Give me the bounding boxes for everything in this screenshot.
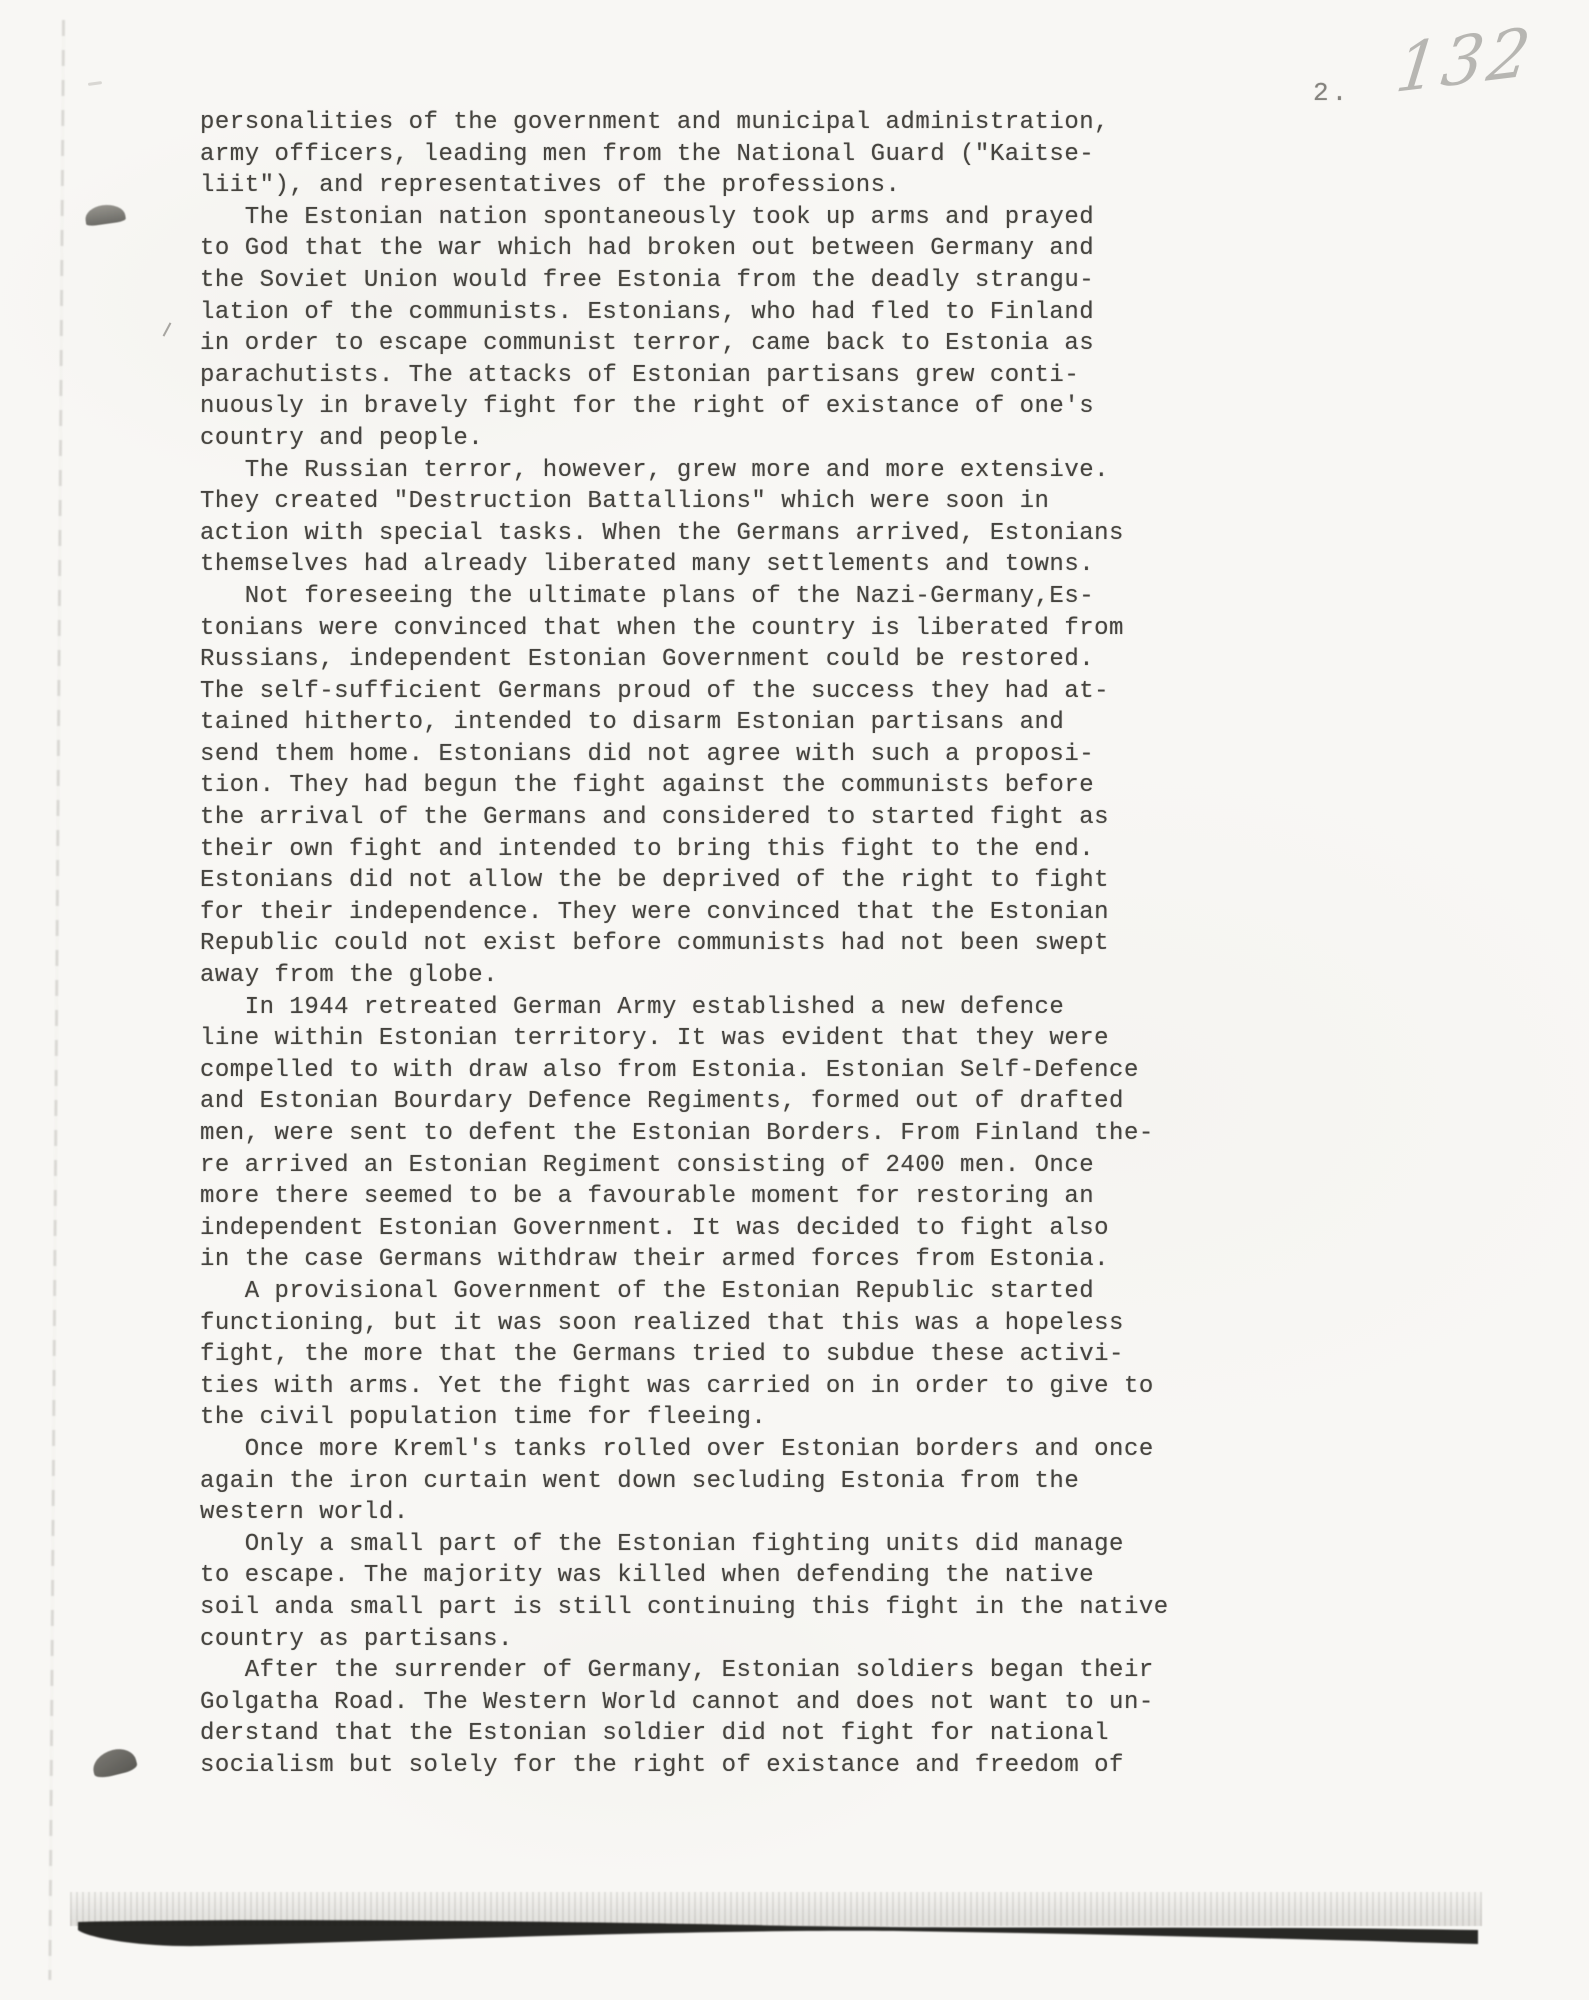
text-line: action with special tasks. When the Germans arrived, Estonians [200, 519, 1124, 547]
text-line: lation of the communists. Estonians, who had fled to Finland [200, 298, 1095, 326]
handwritten-folio-number: 132 [1391, 12, 1539, 109]
text-line: the civil population time for fleeing. [200, 1404, 767, 1432]
text-line: line within Estonian territory. It was evident that they were [200, 1025, 1110, 1053]
text-line: soil anda small part is still continuing this fight in the native [200, 1593, 1169, 1621]
text-line: country as partisans. [200, 1625, 513, 1653]
text-line: their own fight and intended to bring this fight to the end. [200, 835, 1095, 863]
text-line: parachutists. The attacks of Estonian partisans grew conti- [200, 361, 1080, 389]
text-line: derstand that the Estonian soldier did not fight for national [200, 1720, 1110, 1748]
stray-mark [163, 322, 172, 336]
text-line: in order to escape communist terror, came back to Estonia as [200, 330, 1095, 358]
text-line: re arrived an Estonian Regiment consisting of 2400 men. Once [200, 1151, 1095, 1179]
text-line: Estonians did not allow the be deprived of the right to fight [200, 867, 1110, 895]
text-line: They created "Destruction Battallions" which were soon in [200, 488, 1050, 516]
text-line: liit"), and representatives of the professions. [200, 172, 901, 200]
scan-streaks [70, 1892, 1482, 1926]
text-line: to escape. The majority was killed when defending the native [200, 1562, 1095, 1590]
text-line: Only a small part of the Estonian fighting units did manage [200, 1530, 1124, 1558]
text-line: more there seemed to be a favourable moment for restoring an [200, 1183, 1095, 1211]
text-line: tonians were convinced that when the country is liberated from [200, 614, 1124, 642]
text-line: themselves had already liberated many settlements and towns. [200, 551, 1095, 579]
text-line: western world. [200, 1499, 409, 1527]
text-line: Russians, independent Estonian Government could be restored. [200, 646, 1095, 674]
text-line: socialism but solely for the right of existance and freedom of [200, 1751, 1124, 1779]
text-line: Not foreseeing the ultimate plans of the Nazi-Germany,Es- [200, 582, 1095, 610]
text-line: The Estonian nation spontaneously took up arms and prayed [200, 203, 1095, 231]
text-line: After the surrender of Germany, Estonian soldiers began their [200, 1657, 1154, 1685]
text-line: functioning, but it was soon realized that this was a hopeless [200, 1309, 1124, 1337]
text-line: ties with arms. Yet the fight was carried on in order to give to [200, 1372, 1154, 1400]
text-line: send them home. Estonians did not agree with such a proposi- [200, 740, 1095, 768]
stray-mark [88, 81, 102, 86]
text-line: men, were sent to defent the Estonian Borders. From Finland the- [200, 1120, 1154, 1147]
text-line: to God that the war which had broken out between Germany and [200, 235, 1095, 263]
text-line: Golgatha Road. The Western World cannot and does not want to un- [200, 1688, 1154, 1716]
text-line: tion. They had begun the fight against the communists before [200, 772, 1095, 800]
text-line: for their independence. They were convinced that the Estonian [200, 898, 1110, 926]
text-line: the Soviet Union would free Estonia from the deadly strangu- [200, 266, 1095, 294]
text-line: The Russian terror, however, grew more and more extensive. [200, 456, 1110, 484]
text-line: away from the globe. [200, 962, 499, 990]
text-line: Once more Kreml's tanks rolled over Estonian borders and once [200, 1435, 1154, 1463]
page-number: 2. [1313, 78, 1351, 108]
text-line: and Estonian Bourdary Defence Regiments, formed out of drafted [200, 1088, 1124, 1116]
text-line: The self-sufficient Germans proud of the success they had at- [200, 677, 1110, 705]
text-line: independent Estonian Government. It was decided to fight also [200, 1214, 1110, 1242]
text-line: In 1944 retreated German Army established a new defence [200, 993, 1065, 1021]
text-line: nuously in bravely fight for the right of existance of one's [200, 393, 1095, 421]
text-line: the arrival of the Germans and considered to started fight as [200, 804, 1110, 832]
hole-punch-mark-bottom [90, 1745, 139, 1780]
paper-fold-line [48, 20, 65, 1980]
text-line: country and people. [200, 424, 484, 452]
text-line: again the iron curtain went down secluding Estonia from the [200, 1467, 1080, 1495]
text-line: fight, the more that the Germans tried to subdue these activi- [200, 1341, 1124, 1369]
text-line: compelled to with draw also from Estonia. Estonian Self-Defence [200, 1056, 1139, 1084]
text-line: in the case Germans withdraw their armed forces from Estonia. [200, 1246, 1110, 1274]
text-line: tained hitherto, intended to disarm Estonian partisans and [200, 709, 1065, 737]
text-line: A provisional Government of the Estonian Republic started [200, 1277, 1095, 1305]
typewritten-text [200, 107, 1169, 1781]
text-line: army officers, leading men from the National Guard ("Kaitse- [200, 140, 1095, 168]
text-line: personalities of the government and municipal administration, [200, 109, 1110, 136]
hole-punch-mark-top [84, 202, 126, 226]
text-line: Republic could not exist before communists had not been swept [200, 930, 1110, 958]
